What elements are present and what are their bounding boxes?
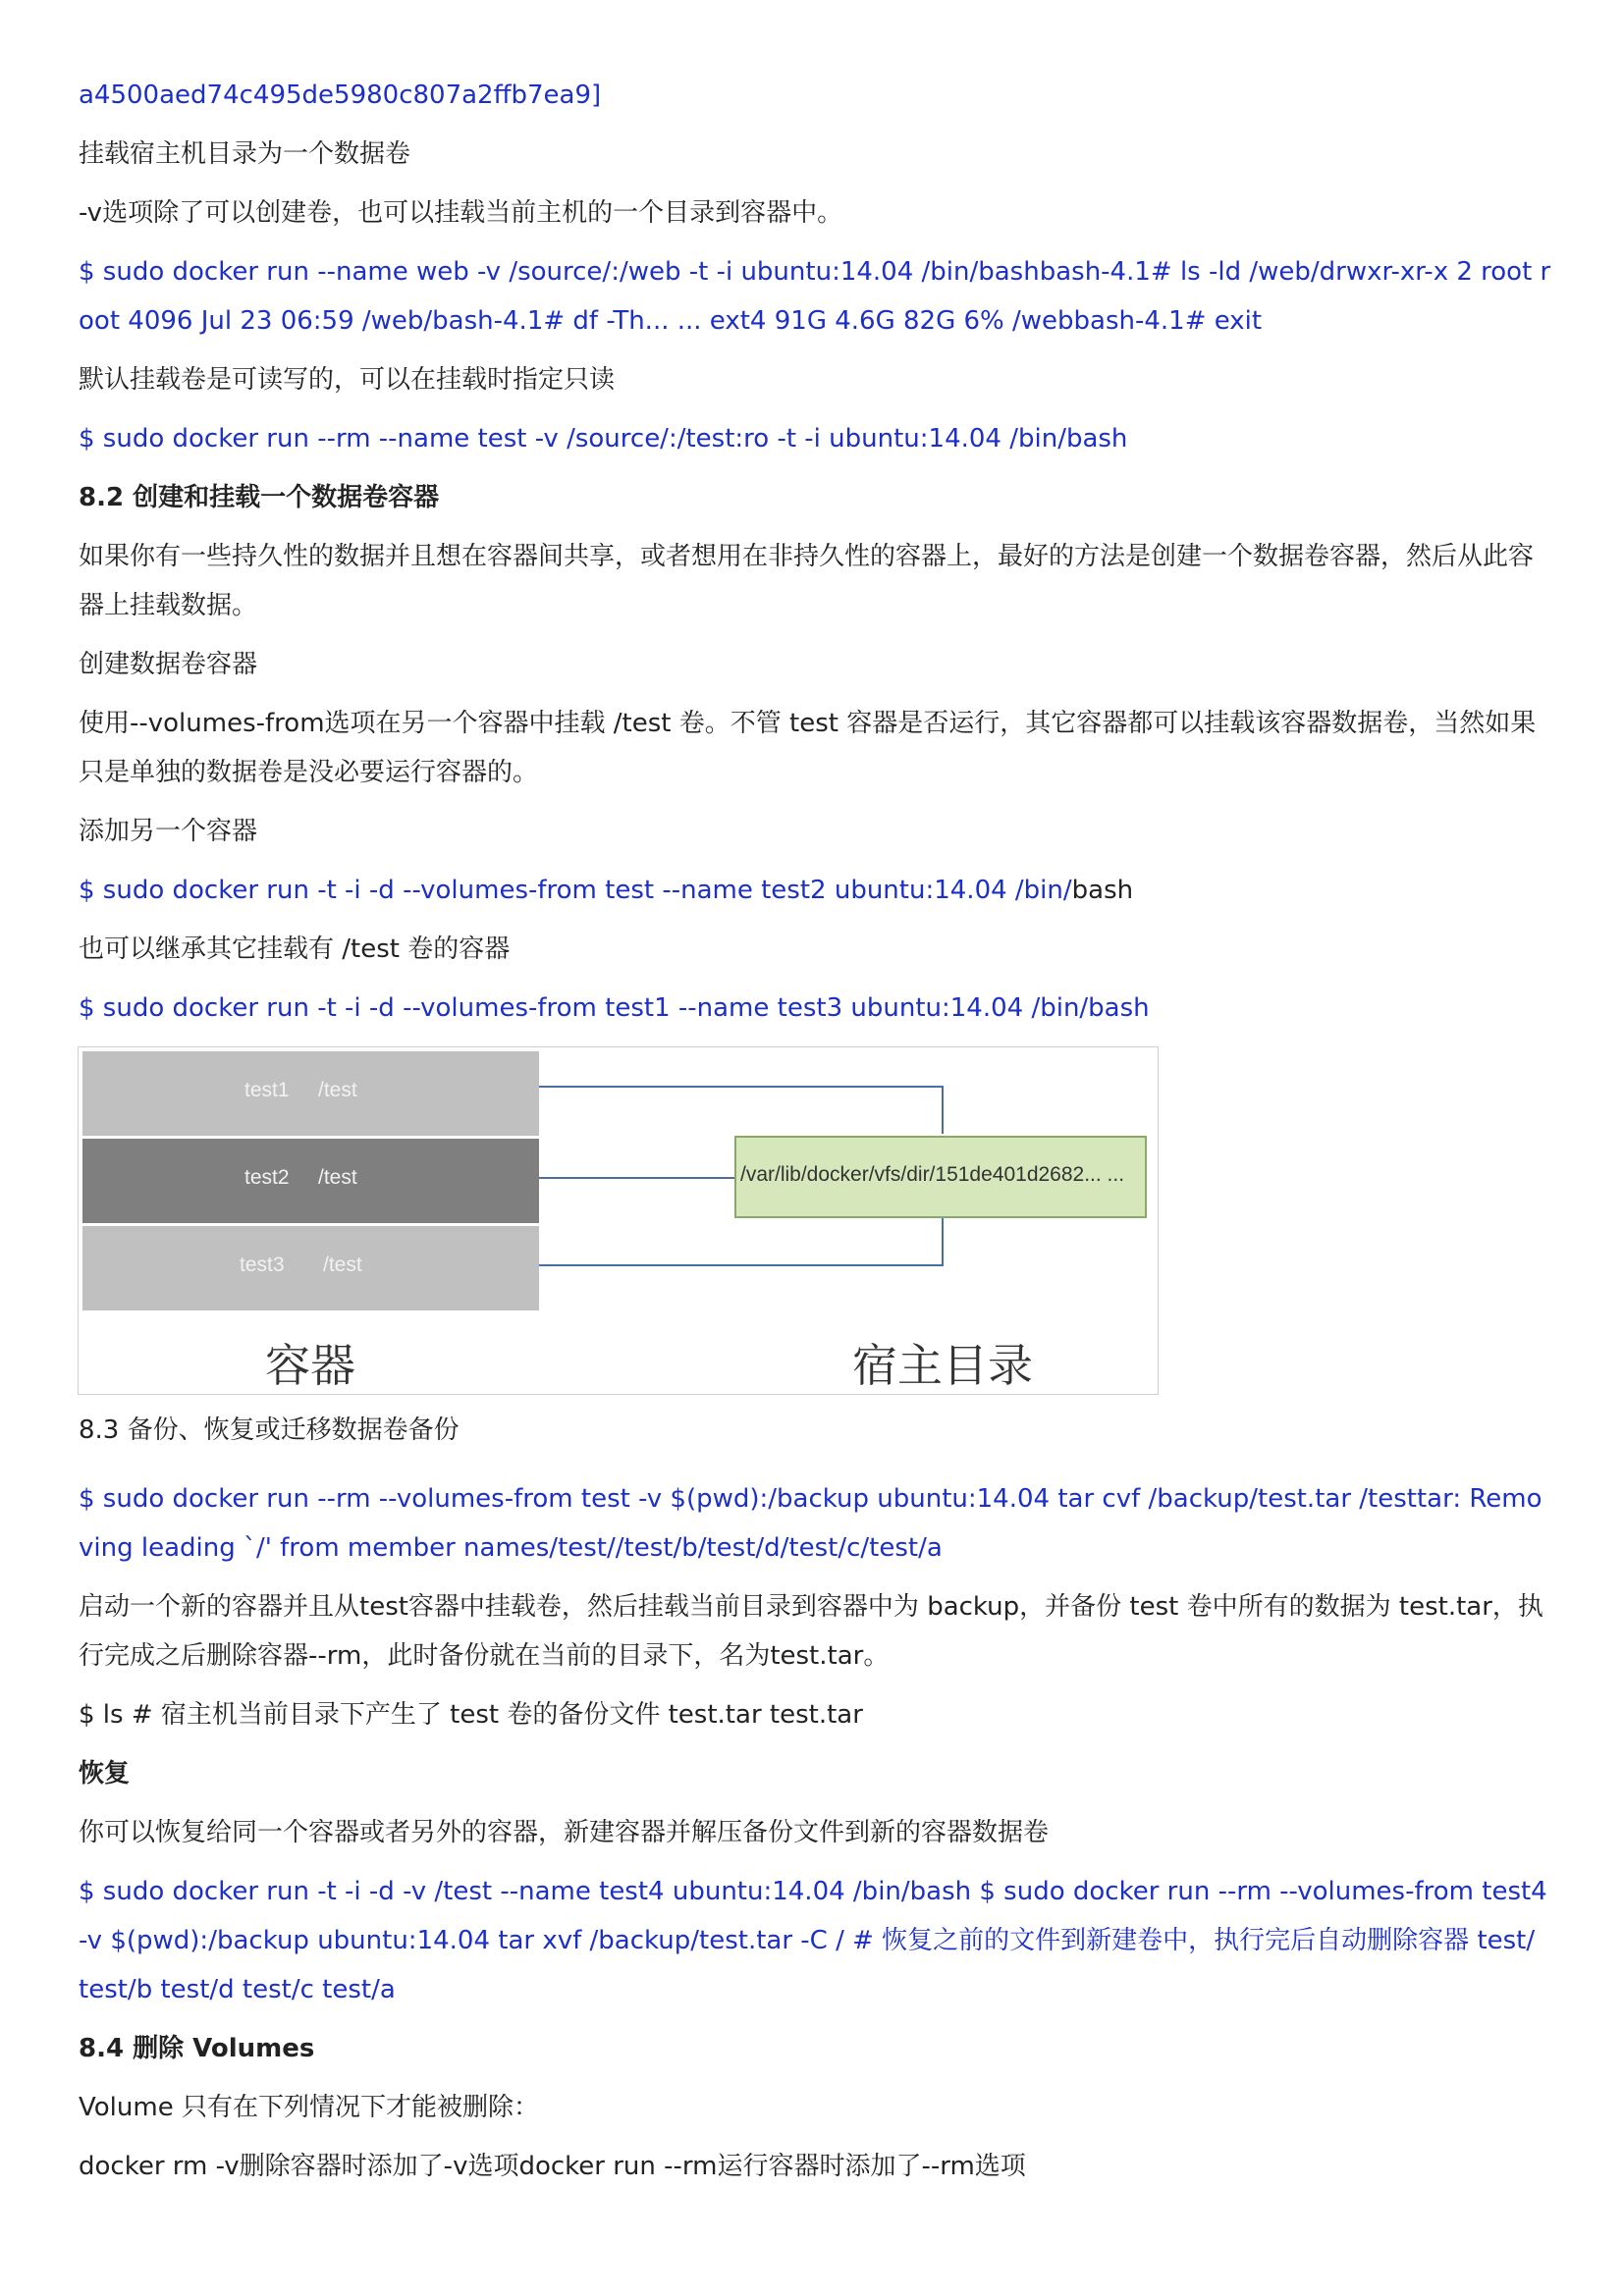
host-caption: 宿主目录	[852, 1339, 1033, 1392]
paragraph-restore-explain: 你可以恢复给同一个容器或者另外的容器，新建容器并解压备份文件到新的容器数据卷	[79, 1818, 1050, 1847]
host-dir-box	[734, 1136, 1147, 1218]
container-path-test2: /test	[318, 1166, 357, 1189]
paragraph-mount-host-dir: 挂载宿主机目录为一个数据卷	[79, 139, 411, 169]
paragraph-volume-container-intro: 如果你有一些持久性的数据并且想在容器间共享，或者想用在非持久性的容器上，最好的方法是创建一个数据卷容器，然后从此容器上挂载数据。	[79, 542, 1535, 620]
container-path-test3: /test	[323, 1254, 362, 1276]
container-caption: 容器	[265, 1339, 355, 1392]
container-box-test3	[82, 1226, 539, 1310]
container-name-test3: test3	[240, 1254, 285, 1276]
heading-restore: 恢复	[79, 1759, 131, 1789]
code-backup: $ sudo docker run --rm --volumes-from test -v $(pwd):/backup ubuntu:14.04 tar cvf /backup/test.tar /testtar: Removing leading `/' from member names/test//test/b/test/d/test/c/test/a	[79, 1484, 1542, 1563]
code-run-test3: $ sudo docker run -t -i -d --volumes-from test1 --name test3 ubuntu:14.04 /bin/bash	[79, 993, 1150, 1023]
paragraph-add-container: 添加另一个容器	[79, 817, 258, 846]
heading-8-3: 8.3 备份、恢复或迁移数据卷备份	[79, 1415, 460, 1445]
code-restore: $ sudo docker run -t -i -d -v /test --name test4 ubuntu:14.04 /bin/bash $ sudo docker run --rm --volumes-from test4 -v $(pwd):/backup ubuntu:14.04 tar xvf /backup/test.tar -C / # 恢复之前的文件到新建卷中，执行完后自动删除容器 test/ test/b test/d test/c test/a	[79, 1877, 1555, 2004]
hash-fragment: a4500aed74c495de5980c807a2ffb7ea9]	[79, 80, 602, 110]
paragraph-v-option: -v选项除了可以创建卷，也可以挂载当前主机的一个目录到容器中。	[79, 198, 843, 228]
code-run-test2-black: bash	[1071, 876, 1134, 905]
paragraph-create-volume-container: 创建数据卷容器	[79, 650, 258, 679]
host-dir-path: /var/lib/docker/vfs/dir/151de401d2682... ...	[740, 1163, 1125, 1186]
code-run-test2-blue: $ sudo docker run -t -i -d --volumes-from test --name test2 ubuntu:14.04 /bin/	[79, 876, 1072, 905]
paragraph-volumes-from: 使用--volumes-from选项在另一个容器中挂载 /test 卷。不管 test 容器是否运行，其它容器都可以挂载该容器数据卷，当然如果只是单独的数据卷是没必要运行容器的。	[79, 709, 1537, 787]
container-box-test1	[82, 1051, 539, 1136]
code-run-test2	[79, 866, 1551, 915]
code-ls-backup: $ ls # 宿主机当前目录下产生了 test 卷的备份文件 test.tar test.tar	[79, 1700, 863, 1730]
paragraph-volume-delete: Volume 只有在下列情况下才能被删除：	[79, 2093, 539, 2122]
code-run-web: $ sudo docker run --name web -v /source/:/web -t -i ubuntu:14.04 /bin/bashbash-4.1# ls -ld /web/drwxr-xr-x 2 root root 4096 Jul 23 06:59 /web/bash-4.1# df -Th... ... ext4 91G 4.6G 82G 6% /webbash-4.1# exit	[79, 257, 1551, 336]
paragraph-rm-options: docker rm -v删除容器时添加了-v选项docker run --rm运行容器时添加了--rm选项	[79, 2152, 1026, 2181]
container-path-test1: /test	[318, 1079, 357, 1101]
volume-diagram	[78, 1046, 1159, 1395]
paragraph-inherit: 也可以继承其它挂载有 /test 卷的容器	[79, 934, 511, 964]
paragraph-backup-explain: 启动一个新的容器并且从test容器中挂载卷，然后挂载当前目录到容器中为 backup，并备份 test 卷中所有的数据为 test.tar，执行完成之后删除容器--rm，此时备份就在当前的目录下，名为test.tar。	[79, 1592, 1543, 1671]
container-name-test2: test2	[244, 1166, 290, 1189]
heading-8-2: 8.2 创建和挂载一个数据卷容器	[79, 483, 440, 512]
container-name-test1: test1	[244, 1079, 290, 1101]
paragraph-readonly: 默认挂载卷是可读写的，可以在挂载时指定只读	[79, 365, 616, 395]
code-run-readonly: $ sudo docker run --rm --name test -v /source/:/test:ro -t -i ubuntu:14.04 /bin/bash	[79, 424, 1128, 454]
heading-8-4: 8.4 删除 Volumes	[79, 2034, 315, 2063]
container-box-test2	[82, 1139, 539, 1223]
